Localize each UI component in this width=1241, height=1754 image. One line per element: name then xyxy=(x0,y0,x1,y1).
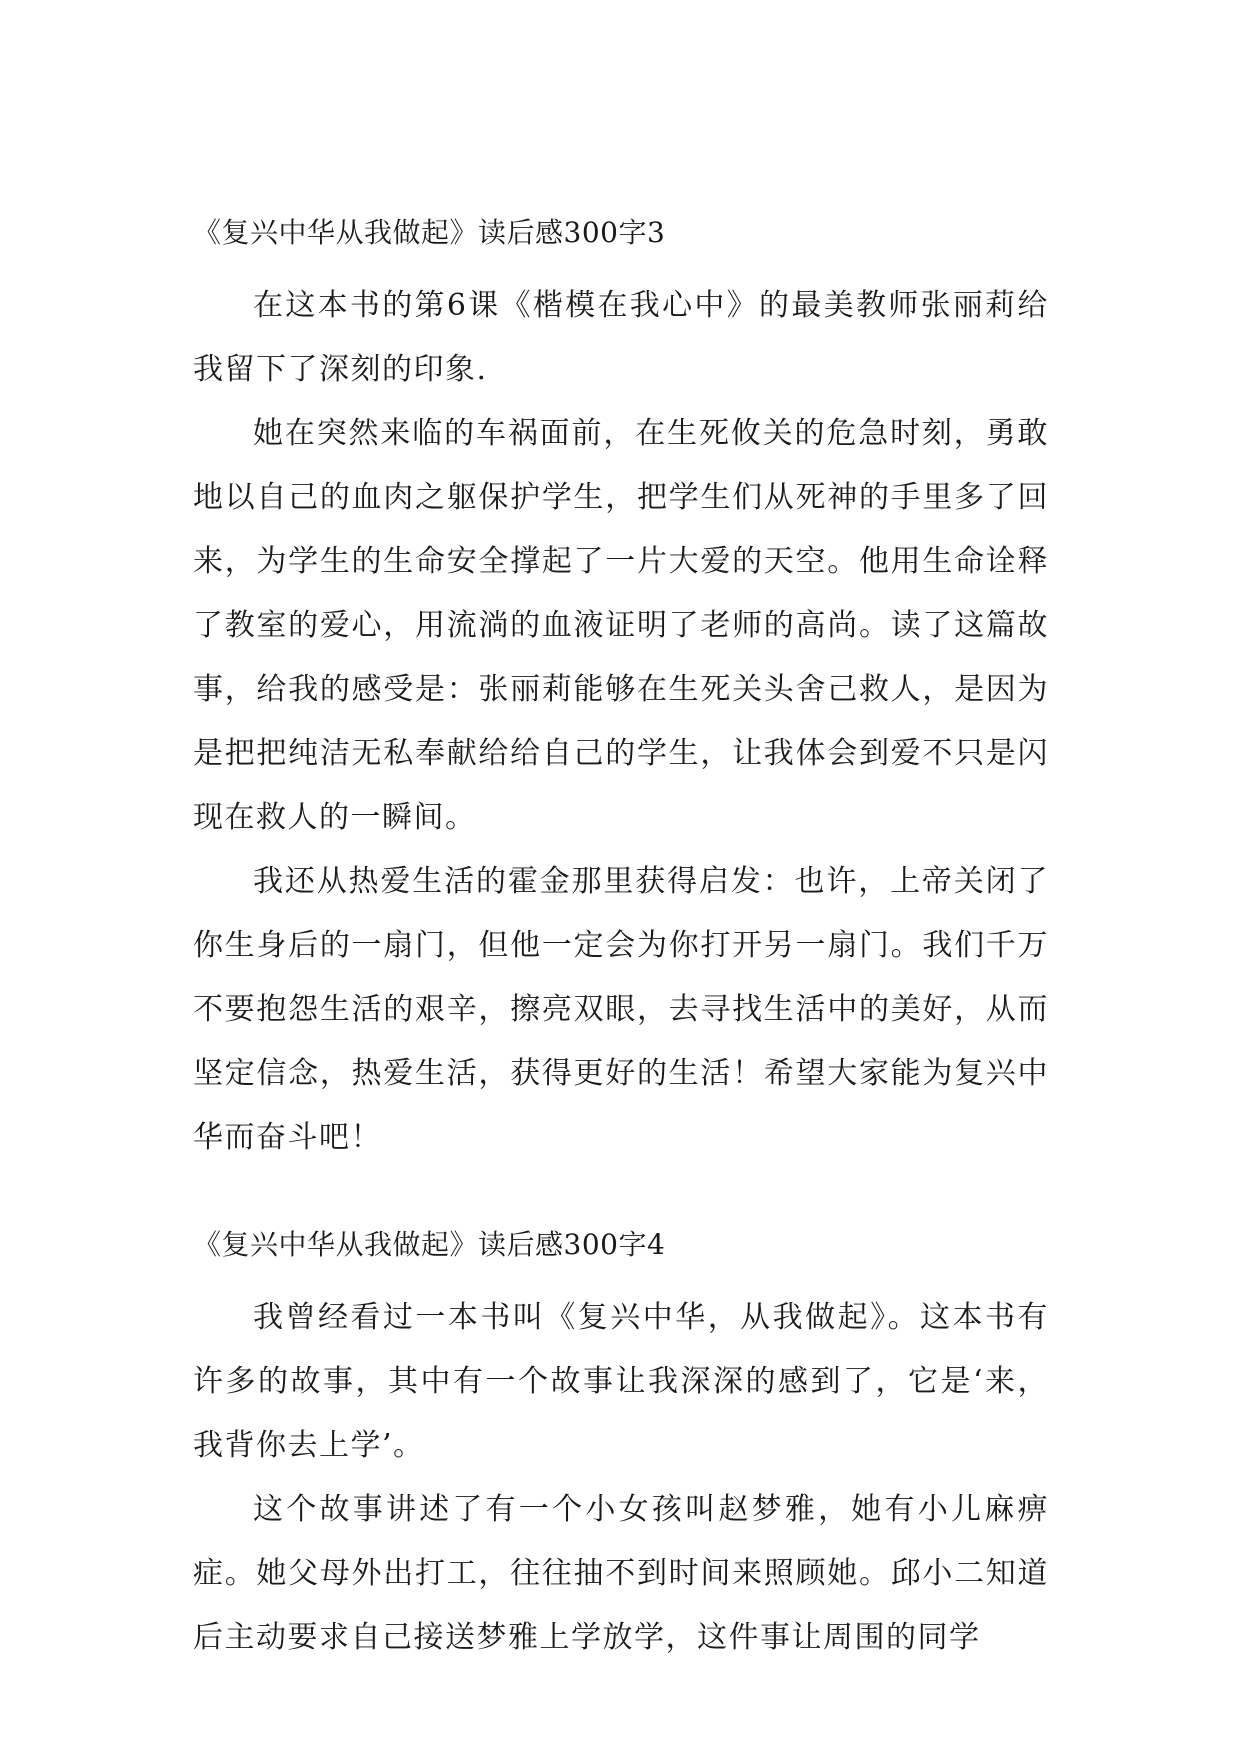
paragraph: 她在突然来临的车祸面前，在生死攸关的危急时刻，勇敢地以自己的血肉之躯保护学生，把学生们从死神的手里多了回来，为学生的生命安全撑起了一片大爱的天空。他用生命诠释了教室的爱心，用流淌的血液证明了老师的高尚。读了这篇故事，给我的感受是：张丽莉能够在生死关头舍己救人，是因为是把把纯洁无私奉献给给自己的学生，让我体会到爱不只是闪现在救人的一瞬间。 xyxy=(193,416,1049,835)
document-page xyxy=(193,212,1049,1670)
essay-title: 《复兴中华从我做起》读后感300字3 xyxy=(193,216,666,249)
paragraph: 我曾经看过一本书叫《复兴中华，从我做起》。这本书有许多的故事，其中有一个故事让我深深的感到了，它是‘来，我背你去上学’。 xyxy=(193,1300,1049,1463)
paragraph: 我还从热爱生活的霍金那里获得启发：也许，上帝关闭了你生身后的一扇门，但他一定会为你打开另一扇门。我们千万不要抱怨生活的艰辛，擦亮双眼，去寻找生活中的美好，从而坚定信念，热爱生活，获得更好的生活！希望大家能为复兴中华而奋斗吧！ xyxy=(193,864,1049,1155)
essay-title: 《复兴中华从我做起》读后感300字4 xyxy=(193,1228,666,1261)
essay-3 xyxy=(193,212,1049,1170)
paragraph: 在这本书的第6课《楷模在我心中》的最美教师张丽莉给我留下了深刻的印象. xyxy=(193,288,1049,387)
essay-4 xyxy=(193,1224,1049,1670)
paragraph: 这个故事讲述了有一个小女孩叫赵梦雅，她有小儿麻痹症。她父母外出打工，往往抽不到时间来照顾她。邱小二知道后主动要求自己接送梦雅上学放学，这件事让周围的同学 xyxy=(193,1492,1049,1655)
